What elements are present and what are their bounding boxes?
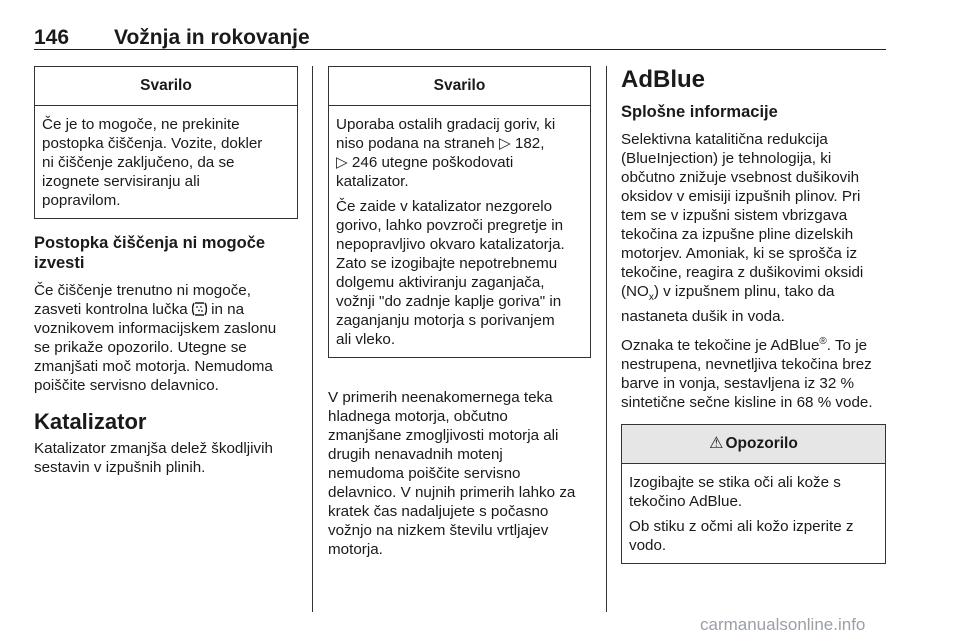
caution-text-2b: Če zaide v katalizator nezgorelo gorivo, lahko povzroči pregretje in nepopravljivo okvaro katalizatorja. Zato se izogibajte nepotrebnemu dolgemu aktiviranju zaganjača, vožnji "do zadnje kaplje goriva" in zaganjanju motorja s porivanjem ali vleko. — [336, 198, 565, 348]
section-heading-adblue: AdBlue — [621, 66, 705, 93]
warning-heading: ⚠ Opozorilo — [622, 425, 885, 464]
chapter-title: Vožnja in rokovanje — [114, 26, 310, 49]
adblue-text-1: Selektivna katalitična redukcija (BlueInjection) je tehnologija, ki občutno znižuje vsebnost dušikovih oksidov v emisiji izpušnih plinov. Pri tem se v izpušni sistem vbrizgava tekočina za izpušne pline dizelskih motorjev. Amoniak, ki se sprošča iz tekočine, reagira z dušikovimi oksidi $(NO_x)$ v izpušnem plinu, tako da nastaneta dušik in voda. — [621, 131, 864, 326]
header-rule — [34, 49, 886, 50]
subheading-general-info: Splošne informacije — [621, 103, 778, 121]
page-ref-icon: ▷ — [336, 154, 348, 171]
caution-box-2 — [328, 66, 591, 358]
dpf-warning-light-icon — [192, 302, 207, 316]
caution-heading-2: Svarilo — [329, 67, 590, 106]
left-column — [34, 66, 298, 477]
page-ref-icon: ▷ — [498, 135, 511, 152]
watermark: carmanualsonline.info — [700, 615, 866, 634]
caution-box — [34, 66, 298, 219]
warning-text-2: Ob stiku z očmi ali kožo izperite z vodo. — [629, 518, 854, 555]
adblue-text-2: Oznaka te tekočine je AdBlue®. To je nestrupena, nevnetljiva tekočina brez barve in vonja, sestavljena iz 32 % sintetične sečne kisline in 68 % vode. — [621, 336, 873, 412]
middle-column — [328, 66, 591, 559]
engine-irregularity-text: V primerih neenakomernega teka hladnega motorja, občutno zmanjšane zmogljivosti motorja ali drugih nenavadnih motenj nemudoma poiščite servisno delavnico. V nujnih primerih lahko za kratek čas nadaljujete s počasno vožnjo na nizkem številu vrtljajev motorja. — [328, 389, 576, 558]
catalyst-text: Katalizator zmanjša delež škodljivih sestavin v izpušnih plinih. — [34, 440, 273, 476]
page-header — [34, 22, 886, 50]
caution-heading: Svarilo — [35, 67, 297, 106]
warning-text-1: Izogibajte se stika oči ali kože s tekočino AdBlue. — [629, 474, 841, 511]
caution-text-2a: Uporaba ostalih gradacij goriv, ki niso podana na straneh ▷ 182, ▷ 246 utegne poškodovati katalizator. — [336, 116, 556, 190]
right-column — [621, 66, 886, 578]
section-heading-cleaning: Postopka čiščenja ni mogoče izvesti — [34, 234, 266, 272]
warning-box — [621, 424, 886, 564]
page-number: 146 — [34, 26, 70, 49]
column-divider-2 — [606, 66, 607, 612]
section-heading-catalyst: Katalizator — [34, 409, 147, 434]
cleaning-text: Če čiščenje trenutno ni mogoče, zasveti kontrolna lučka in na voznikovem informacijskem zaslonu se prikaže opozorilo. Utegne se zmanjšati moč motorja. Nemudoma poiščite servisno delavnico. — [34, 282, 277, 394]
column-divider-1 — [312, 66, 313, 612]
warning-triangle-icon: ⚠ — [709, 435, 724, 453]
caution-text: Če je to mogoče, ne prekinite postopka čiščenja. Vozite, dokler ni čiščenje zaključeno, da se izognete servisiranju ali popravilom. — [42, 116, 263, 209]
